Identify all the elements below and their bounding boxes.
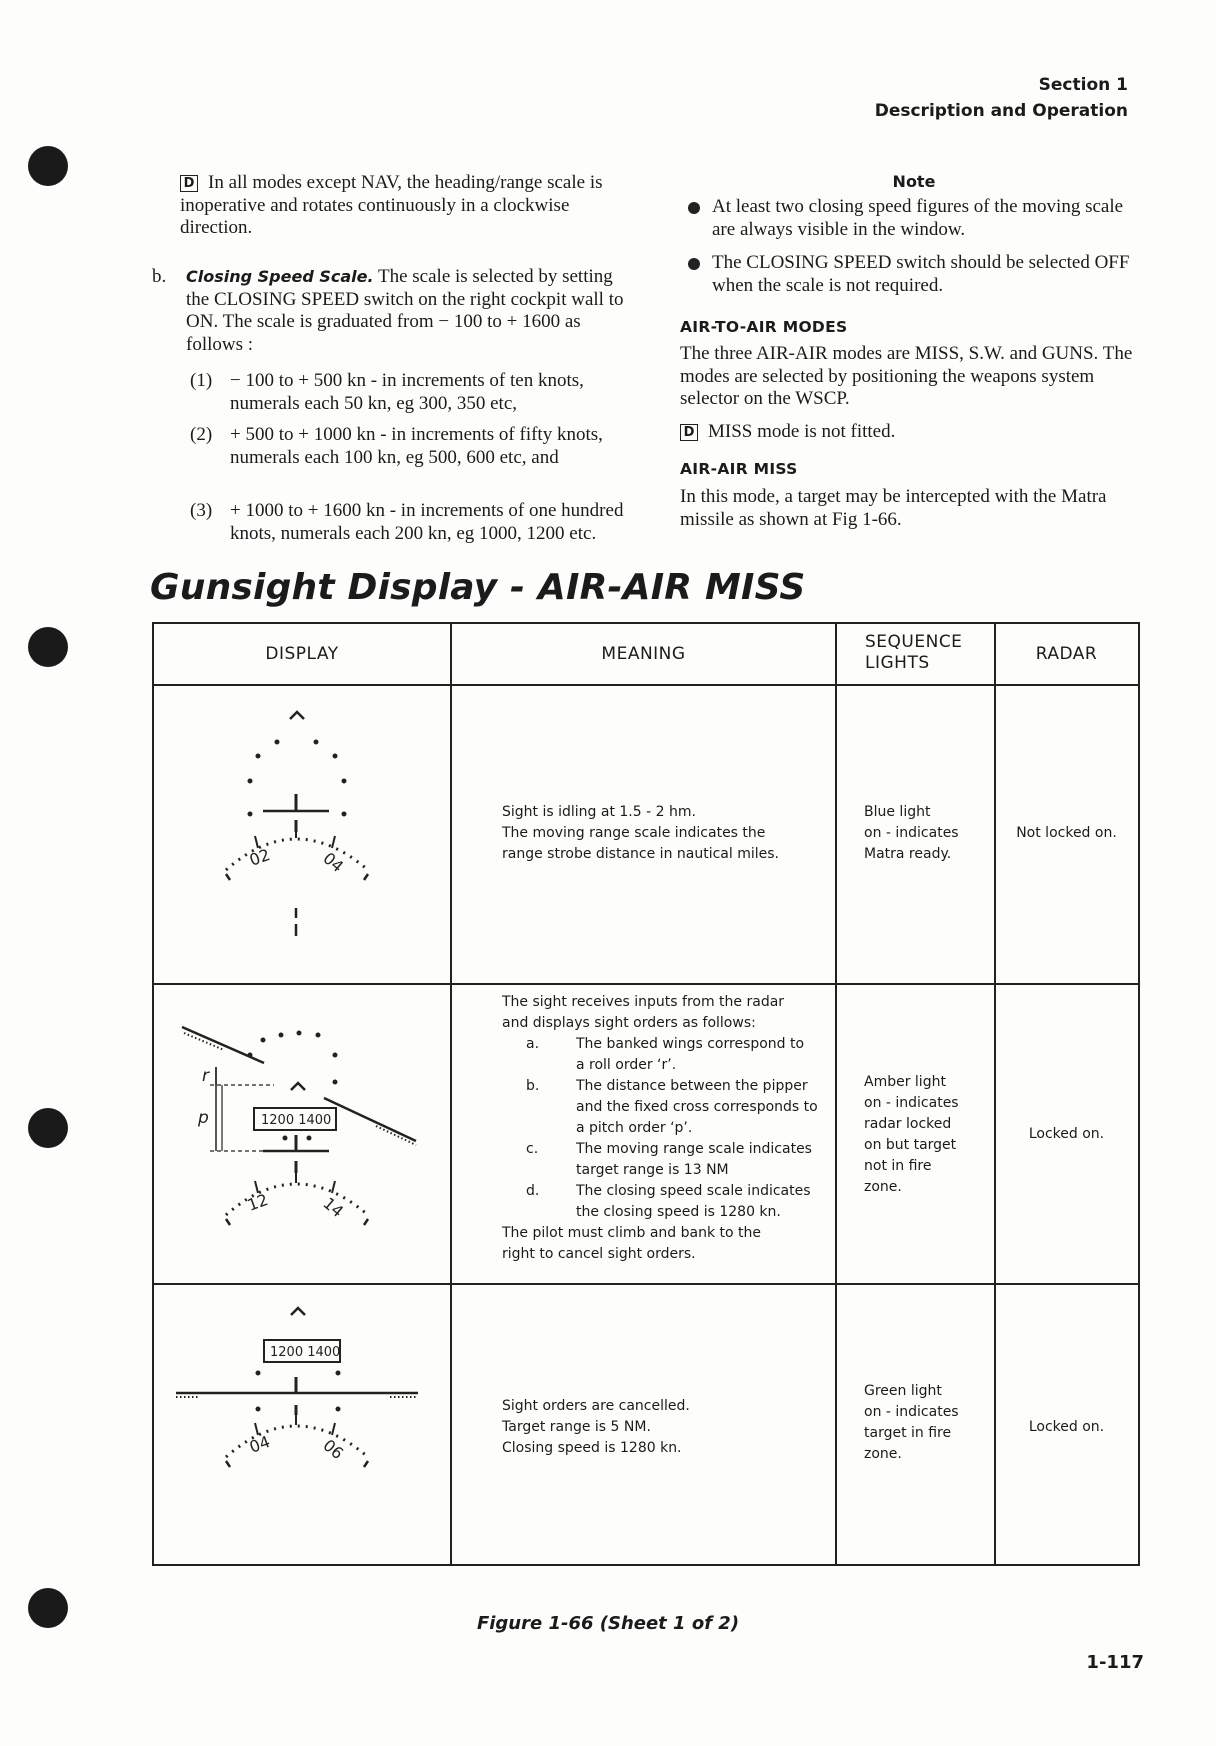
label-r: r [202,1066,209,1086]
label-p: p [198,1108,209,1128]
sub-item-2: (2) + 500 to + 1000 kn - in increments of fifty knots, numerals each 100 kn, eg 500, 600 etc, and [190,424,603,468]
air-to-air-text: The three AIR-AIR modes are MISS, S.W. and GUNS. The modes are selected by positioning the weapons system selector on the WSCP. [680,343,1133,409]
binder-hole-1 [28,146,68,186]
miss-not-fitted: D MISS mode is not fitted. [680,421,1150,444]
banked-wing-right [324,1098,416,1141]
header-radar: RADAR [1035,644,1098,664]
d-marker: D [680,424,698,441]
item-b-label: b. [152,266,167,287]
row2-radar: Locked on. [1028,1126,1105,1142]
scale-label-right: 06 [319,1435,348,1464]
item-b-heading: Closing Speed Scale. [186,267,374,286]
meaning-item-a: a. The banked wings correspond to a roll order ‘r’. [526,1036,805,1073]
scale-label-right: 14 [319,1193,348,1222]
header-subtitle: Description and Operation [874,101,1128,121]
col-divider [450,624,452,1564]
header-display: DISPLAY [265,644,339,664]
pipper-caret [290,712,304,719]
page-header [875,72,1128,124]
air-air-miss-heading: AIR-AIR MISS [680,460,798,478]
header-meaning: MEANING [601,644,686,664]
scale-label-left: 12 [244,1189,271,1215]
meaning-item-d: d. The closing speed scale indicates the closing speed is 1280 kn. [526,1183,811,1220]
row2-lights: Amber light on - indicates radar locked on but target not in fire zone. [864,1074,959,1195]
sight-display-orders [154,985,450,1283]
sub-item-1: (1) − 100 to + 500 kn - in increments of ten knots, numerals each 50 kn, eg 300, 350 etc, [190,370,584,414]
sub-item-3: (3) + 1000 to + 1600 kn - in increments of one hundred knots, numerals each 200 kn, eg 1000, 1200 etc. [190,500,624,544]
note-title: Note [892,172,936,191]
header-section: Section 1 [1038,75,1128,95]
row3-meaning: Sight orders are cancelled. Target range is 5 NM. Closing speed is 1280 kn. [502,1398,690,1456]
figure-caption: Figure 1-66 (Sheet 1 of 2) [476,1613,740,1634]
row1-lights: Blue light on - indicates Matra ready. [864,804,959,862]
air-air-miss-text: In this mode, a target may be intercepted with the Matra missile as shown at Fig 1-66. [680,486,1107,530]
d-marker: D [180,175,198,192]
closing-speed-values: 1200 1400 [261,1113,332,1128]
meaning-item-c: c. The moving range scale indicates target range is 13 NM [526,1141,812,1178]
left-column [180,172,624,240]
row3-lights: Green light on - indicates target in fire zone. [864,1383,959,1462]
item-b [152,266,624,356]
figure-title: Gunsight Display - AIR-AIR MISS [150,567,806,608]
row3-radar: Locked on. [1028,1419,1105,1435]
note-bullet-1: At least two closing speed figures of the moving scale are always visible in the window. [712,196,1130,241]
note-bullet-2: The CLOSING SPEED switch should be selected OFF when the scale is not required. [712,252,1130,297]
meaning-item-b: b. The distance between the pipper and the fixed cross corresponds to a pitch order ‘p’. [526,1078,818,1136]
item-b-text: The scale is selected by setting the CLOSING SPEED switch on the right cockpit wall to ON. The scale is graduated from − 100 to + 1600 as follows : [186,266,624,355]
scale-label-left: 04 [246,1431,273,1457]
pipper-caret [291,1083,305,1090]
sight-display-idle [154,686,450,983]
air-to-air-heading: AIR-TO-AIR MODES [680,318,848,336]
sight-display-cancelled [154,1285,450,1565]
banked-wing-left [182,1027,264,1063]
closing-speed-values: 1200 1400 [270,1345,341,1360]
scale-label-left: 02 [246,844,273,870]
gunsight-table [152,622,1140,1566]
bullet-dot [688,258,700,270]
row1-meaning: Sight is idling at 1.5 - 2 hm. The moving range scale indicates the range strobe distance in nautical miles. [502,804,779,862]
bullet-dot [688,202,700,214]
row2-meaning: The sight receives inputs from the radar and displays sight orders as follows: a. The banked wings correspond to a roll order ‘r’. b. The distance between the pipper and the fixed cross corresponds to a pitch order ‘p’. c. The moving range scale indicates target range is 13 NM d. The closing speed scale indicates the closing speed is 1280 kn. The pilot must climb and bank to the right to cancel sight orders. [502,992,828,1265]
scale-label-right: 04 [319,848,348,877]
col-divider [835,624,837,1564]
pipper-caret [291,1308,305,1315]
row1-radar: Not locked on. [1016,825,1117,841]
header-sequence-lights: SEQUENCE LIGHTS [865,632,963,673]
page-number: 1-117 [1086,1652,1144,1673]
binder-hole-2 [28,627,68,667]
binder-hole-3 [28,1108,68,1148]
intro-paragraph: D In all modes except NAV, the heading/range scale is inoperative and rotates continuously in a clockwise direction. [180,172,603,238]
